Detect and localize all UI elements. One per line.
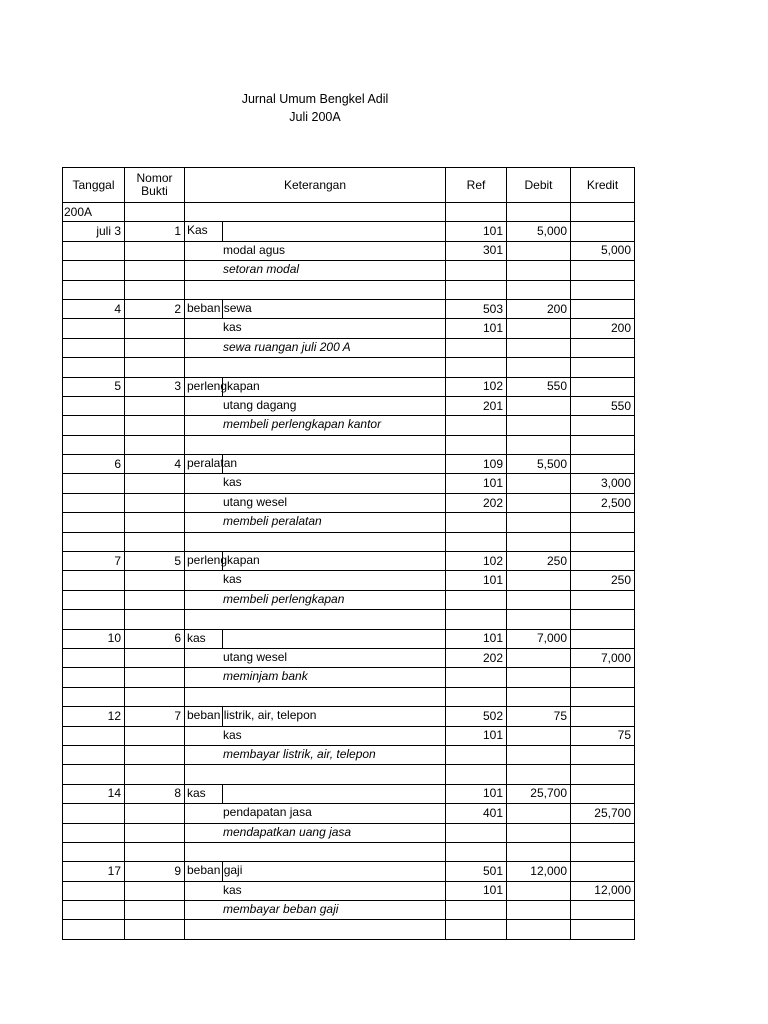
entry-ref: 201 xyxy=(446,396,507,415)
entry-date: 17 xyxy=(63,862,125,881)
entry-memo xyxy=(185,745,446,764)
entry-account xyxy=(185,804,446,823)
credit-account-name: kas xyxy=(223,320,242,335)
entry-account xyxy=(185,474,446,493)
entry-debit: 75 xyxy=(507,707,571,726)
entry-ref: 102 xyxy=(446,377,507,396)
entry-debit: 250 xyxy=(507,552,571,571)
entry-memo xyxy=(185,261,446,280)
journal-memo-row xyxy=(63,668,635,687)
cell-divider xyxy=(222,862,223,880)
debit-account-name: beban gaji xyxy=(187,863,243,878)
entry-account xyxy=(185,552,446,571)
journal-memo-row xyxy=(63,338,635,357)
entry-ref: 101 xyxy=(446,319,507,338)
header-kredit: Kredit xyxy=(571,168,635,203)
credit-account-name: kas xyxy=(223,727,242,742)
entry-debit xyxy=(507,804,571,823)
entry-number: 6 xyxy=(125,629,185,648)
entry-account xyxy=(185,319,446,338)
entry-kredit: 550 xyxy=(571,396,635,415)
entry-ref: 101 xyxy=(446,629,507,648)
entry-date: 6 xyxy=(63,455,125,474)
journal-line-row xyxy=(63,726,635,745)
credit-account-name: utang wesel xyxy=(223,494,288,509)
entry-number: 2 xyxy=(125,299,185,318)
debit-account-name: peralatan xyxy=(187,456,238,471)
header-ref: Ref xyxy=(446,168,507,203)
entry-ref: 101 xyxy=(446,881,507,900)
cell-divider xyxy=(222,300,223,318)
entry-kredit xyxy=(571,552,635,571)
entry-memo xyxy=(185,338,446,357)
journal-line-row xyxy=(63,299,635,318)
entry-memo xyxy=(185,590,446,609)
cell-divider xyxy=(222,222,223,240)
debit-account-name: perlengkapan xyxy=(187,553,260,568)
journal-line-row xyxy=(63,881,635,900)
journal-line-row xyxy=(63,222,635,241)
header-keterangan: Keterangan xyxy=(185,168,446,203)
credit-account-name: utang wesel xyxy=(223,649,288,664)
entry-number: 8 xyxy=(125,784,185,803)
entry-kredit xyxy=(571,299,635,318)
entry-kredit xyxy=(571,222,635,241)
entry-kredit: 5,000 xyxy=(571,241,635,260)
year-row xyxy=(63,203,635,222)
credit-account-name: kas xyxy=(223,572,242,587)
journal-memo-row xyxy=(63,823,635,842)
entry-kredit: 2,500 xyxy=(571,493,635,512)
journal-line-row xyxy=(63,804,635,823)
entry-date: juli 3 xyxy=(63,222,125,241)
entry-date: 7 xyxy=(63,552,125,571)
entry-ref: 109 xyxy=(446,455,507,474)
year-label: 200A xyxy=(63,203,125,222)
journal-memo-row xyxy=(63,416,635,435)
entry-kredit xyxy=(571,862,635,881)
entry-debit: 5,500 xyxy=(507,455,571,474)
entry-ref: 101 xyxy=(446,784,507,803)
entry-account xyxy=(185,299,446,318)
entry-ref: 102 xyxy=(446,552,507,571)
entry-date: 14 xyxy=(63,784,125,803)
entry-kredit: 25,700 xyxy=(571,804,635,823)
entry-ref: 503 xyxy=(446,299,507,318)
entry-account xyxy=(185,396,446,415)
entry-debit xyxy=(507,396,571,415)
entry-debit xyxy=(507,493,571,512)
journal-table xyxy=(62,167,635,940)
journal-line-row xyxy=(63,552,635,571)
journal-title: Jurnal Umum Bengkel Adil xyxy=(241,92,389,106)
cell-divider xyxy=(222,378,223,396)
entry-account xyxy=(185,726,446,745)
journal-memo-row xyxy=(63,513,635,532)
entry-kredit: 200 xyxy=(571,319,635,338)
entry-kredit xyxy=(571,377,635,396)
blank-row xyxy=(63,610,635,629)
entry-debit: 550 xyxy=(507,377,571,396)
memo-text: mendapatkan uang jasa xyxy=(223,824,352,839)
entry-debit: 5,000 xyxy=(507,222,571,241)
journal-memo-row xyxy=(63,745,635,764)
cell-divider xyxy=(222,785,223,803)
journal-line-row xyxy=(63,455,635,474)
entry-account xyxy=(185,784,446,803)
entry-account xyxy=(185,571,446,590)
journal-line-row xyxy=(63,629,635,648)
blank-row xyxy=(63,842,635,861)
entry-debit xyxy=(507,648,571,667)
entry-debit: 12,000 xyxy=(507,862,571,881)
memo-text: setoran modal xyxy=(223,262,300,277)
memo-text: membeli perlengkapan kantor xyxy=(223,417,382,432)
entry-date: 5 xyxy=(63,377,125,396)
journal-line-row xyxy=(63,648,635,667)
journal-memo-row xyxy=(63,901,635,920)
entry-debit: 25,700 xyxy=(507,784,571,803)
memo-text: membayar listrik, air, telepon xyxy=(223,746,376,761)
memo-text: membeli perlengkapan xyxy=(223,591,345,606)
blank-row xyxy=(63,435,635,454)
entry-debit xyxy=(507,571,571,590)
debit-account-name: Kas xyxy=(187,223,208,238)
debit-account-name: beban listrik, air, telepon xyxy=(187,708,317,723)
debit-account-name: kas xyxy=(187,630,206,645)
entry-kredit: 250 xyxy=(571,571,635,590)
entry-kredit xyxy=(571,784,635,803)
journal-body xyxy=(63,203,635,940)
blank-row xyxy=(63,920,635,939)
entry-ref: 101 xyxy=(446,222,507,241)
credit-account-name: pendapatan jasa xyxy=(223,805,312,820)
header-nomor-bukti: Nomor Bukti xyxy=(125,168,185,203)
entry-date: 12 xyxy=(63,707,125,726)
journal-line-row xyxy=(63,571,635,590)
journal-period: Juli 200A xyxy=(289,110,341,124)
blank-row xyxy=(63,532,635,551)
entry-ref: 101 xyxy=(446,571,507,590)
entry-account xyxy=(185,377,446,396)
entry-ref: 101 xyxy=(446,474,507,493)
entry-ref: 501 xyxy=(446,862,507,881)
entry-kredit: 75 xyxy=(571,726,635,745)
journal-line-row xyxy=(63,493,635,512)
header-tanggal: Tanggal xyxy=(63,168,125,203)
memo-text: sewa ruangan juli 200 A xyxy=(223,339,351,354)
entry-debit xyxy=(507,319,571,338)
entry-ref: 101 xyxy=(446,726,507,745)
entry-account xyxy=(185,241,446,260)
entry-memo xyxy=(185,823,446,842)
entry-number: 5 xyxy=(125,552,185,571)
entry-account xyxy=(185,648,446,667)
entry-account xyxy=(185,222,446,241)
memo-text: meminjam bank xyxy=(223,669,308,684)
entry-debit xyxy=(507,474,571,493)
entry-account xyxy=(185,493,446,512)
memo-text: membayar beban gaji xyxy=(223,902,339,917)
cell-divider xyxy=(222,455,223,473)
journal-line-row xyxy=(63,377,635,396)
journal-line-row xyxy=(63,396,635,415)
blank-row xyxy=(63,687,635,706)
header-row xyxy=(63,168,635,203)
entry-kredit: 3,000 xyxy=(571,474,635,493)
entry-kredit xyxy=(571,629,635,648)
credit-account-name: modal agus xyxy=(223,242,286,257)
debit-account-name: kas xyxy=(187,785,206,800)
entry-debit xyxy=(507,881,571,900)
entry-debit: 200 xyxy=(507,299,571,318)
memo-text: membeli peralatan xyxy=(223,514,322,529)
entry-account xyxy=(185,707,446,726)
entry-debit: 7,000 xyxy=(507,629,571,648)
entry-account xyxy=(185,862,446,881)
entry-number: 7 xyxy=(125,707,185,726)
cell-divider xyxy=(222,707,223,725)
entry-ref: 202 xyxy=(446,648,507,667)
journal-line-row xyxy=(63,474,635,493)
entry-ref: 202 xyxy=(446,493,507,512)
entry-memo xyxy=(185,513,446,532)
journal-line-row xyxy=(63,862,635,881)
journal-line-row xyxy=(63,784,635,803)
entry-number: 9 xyxy=(125,862,185,881)
entry-memo xyxy=(185,668,446,687)
journal-memo-row xyxy=(63,590,635,609)
entry-account xyxy=(185,455,446,474)
entry-kredit xyxy=(571,707,635,726)
credit-account-name: kas xyxy=(223,475,242,490)
entry-kredit xyxy=(571,455,635,474)
entry-debit xyxy=(507,241,571,260)
journal-line-row xyxy=(63,707,635,726)
entry-kredit: 12,000 xyxy=(571,881,635,900)
entry-date: 4 xyxy=(63,299,125,318)
entry-account xyxy=(185,881,446,900)
debit-account-name: beban sewa xyxy=(187,300,252,315)
entry-memo xyxy=(185,416,446,435)
entry-account xyxy=(185,629,446,648)
entry-number: 3 xyxy=(125,377,185,396)
debit-account-name: perlengkapan xyxy=(187,378,260,393)
entry-debit xyxy=(507,726,571,745)
journal-line-row xyxy=(63,241,635,260)
credit-account-name: kas xyxy=(223,882,242,897)
entry-number: 4 xyxy=(125,455,185,474)
blank-row xyxy=(63,280,635,299)
entry-ref: 401 xyxy=(446,804,507,823)
header-debit: Debit xyxy=(507,168,571,203)
entry-date: 10 xyxy=(63,629,125,648)
credit-account-name: utang dagang xyxy=(223,397,297,412)
entry-ref: 502 xyxy=(446,707,507,726)
blank-row xyxy=(63,358,635,377)
entry-number: 1 xyxy=(125,222,185,241)
cell-divider xyxy=(222,630,223,648)
entry-ref: 301 xyxy=(446,241,507,260)
entry-memo xyxy=(185,901,446,920)
entry-kredit: 7,000 xyxy=(571,648,635,667)
journal-memo-row xyxy=(63,261,635,280)
cell-divider xyxy=(222,552,223,570)
journal-line-row xyxy=(63,319,635,338)
blank-row xyxy=(63,765,635,784)
